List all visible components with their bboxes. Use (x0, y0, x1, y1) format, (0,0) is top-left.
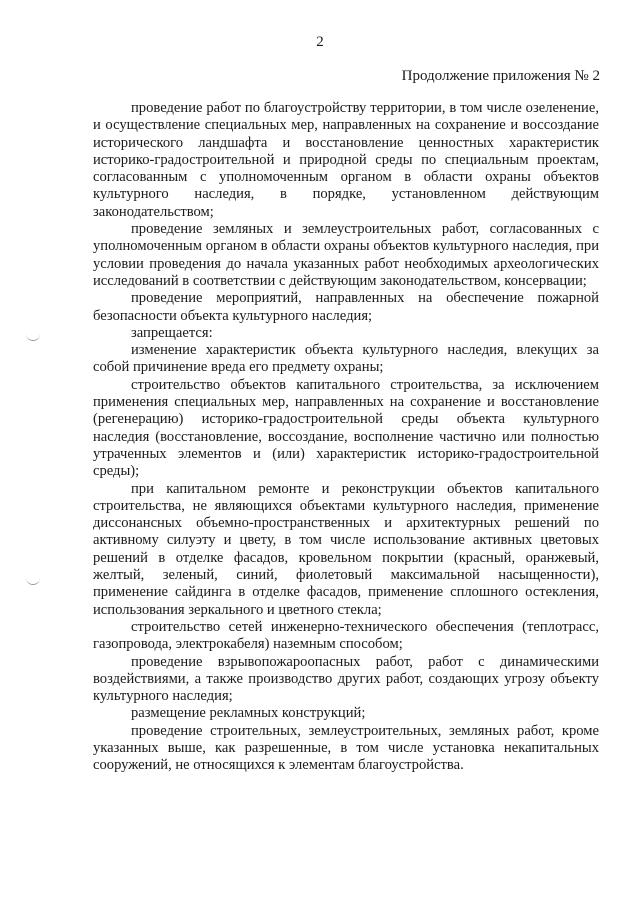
paragraph: запрещается: (131, 324, 213, 341)
paragraph: при капитальном ремонте и реконструкции объектов капитального строительства, не являющихся объектами культурного наследия, применение диссонансных объемно-пространственных и архитектурных решений по активному силуэту и цвету, в том числе использование активных цветовых решений в отделке фасадов, кровельном покрытии (красный, оранжевый, желтый, зеленый, синий, фиолетовый максимальной насыщенности), применение сайдинга в отделке фасадов, применение сплошного остекления, использования зеркального и цветного стекла; (93, 480, 599, 618)
paragraph: строительство объектов капитального строительства, за исключением применения специальных мер, направленных на сохранение и восстановление (регенерацию) историко-градостроительной среды объекта культурного наследия (восстановление, воссоздание, восполнение частично или полностью утраченных элементов и (или) характеристик историко-градостроительной среды); (93, 376, 599, 480)
paragraph: проведение мероприятий, направленных на обеспечение пожарной безопасности объекта культурного наследия; (93, 290, 599, 324)
paragraph: проведение строительных, землеустроительных, земляных работ, кроме указанных выше, как разрешенные, в том числе установка некапитальных сооружений, не относящихся к элементам благоустройства. (93, 722, 599, 774)
body-text (93, 100, 599, 775)
paragraph: проведение работ по благоустройству территории, в том числе озеленение, и осуществление специальных мер, направленных на сохранение и воссоздание исторического ландшафта и восстановление ценностных характеристик историко-градостроительной и природной среды по специальным проектам, согласованным с уполномоченным органом в области охраны объектов культурного наследия, в порядке, установленном действующим законодательством; (93, 100, 599, 220)
appendix-note: Продолжение приложения № 2 (401, 68, 600, 84)
margin-mark (26, 578, 40, 585)
margin-mark (26, 334, 40, 341)
page-number: 2 (316, 34, 324, 50)
paragraph: проведение взрывопожароопасных работ, работ с динамическими воздействиями, а также производство других работ, создающих угрозу объекту культурного наследия; (93, 653, 599, 705)
paragraph: изменение характеристик объекта культурного наследия, влекущих за собой причинение вреда его предмету охраны; (93, 342, 599, 376)
paragraph: размещение рекламных конструкций; (131, 705, 366, 722)
paragraph: проведение земляных и землеустроительных работ, согласованных с уполномоченным органом в области охраны объектов культурного наследия, при условии проведения до начала указанных работ необходимых археологических исследований в соответствии с действующим законодательством, консервации; (93, 221, 599, 289)
paragraph: строительство сетей инженерно-технического обеспечения (теплотрасс, газопровода, электрокабеля) наземным способом; (93, 618, 599, 653)
